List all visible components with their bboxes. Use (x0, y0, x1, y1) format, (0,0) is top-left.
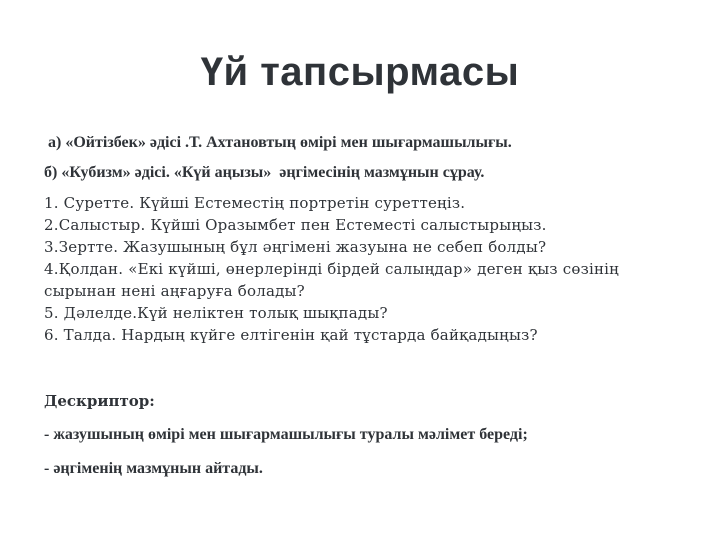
slide-title: Үй тапсырмасы (200, 50, 520, 94)
descriptor-item: - жазушының өмірі мен шығармашылығы туралы мәлімет береді; (44, 426, 528, 443)
task-item: 1. Суретте. Күйші Естеместің портретін суреттеңіз. (44, 194, 466, 212)
task-item: 4.Қолдан. «Екі күйші, өнерлерінді бірдей салыңдар» деген қыз сөзінің (44, 260, 619, 278)
method-line-b: б) «Кубизм» әдісі. «Күй аңызы» әңгімесінің мазмұнын сұрау. (44, 164, 485, 181)
slide-body (44, 132, 684, 480)
descriptor-item: - әңгіменің мазмұнын айтады. (44, 460, 263, 477)
method-line-a: а) «Ойтізбек» әдісі .Т. Ахтановтың өмірі мен шығармашылығы. (48, 134, 512, 151)
task-item: 6. Талда. Нардың күйге елтігенін қай тұстарда байқадыңыз? (44, 326, 538, 344)
task-item-continuation: сырынан нені аңғаруға болады? (44, 282, 305, 300)
task-item: 3.Зертте. Жазушының бұл әңгімені жазуына не себеп болды? (44, 238, 547, 256)
task-list (44, 192, 684, 346)
task-item: 2.Салыстыр. Күйші Оразымбет пен Естеместі салыстырыңыз. (44, 216, 547, 234)
descriptor-heading: Дескриптор: (44, 392, 155, 410)
task-item: 5. Дәлелде.Күй неліктен толық шықпады? (44, 304, 388, 322)
